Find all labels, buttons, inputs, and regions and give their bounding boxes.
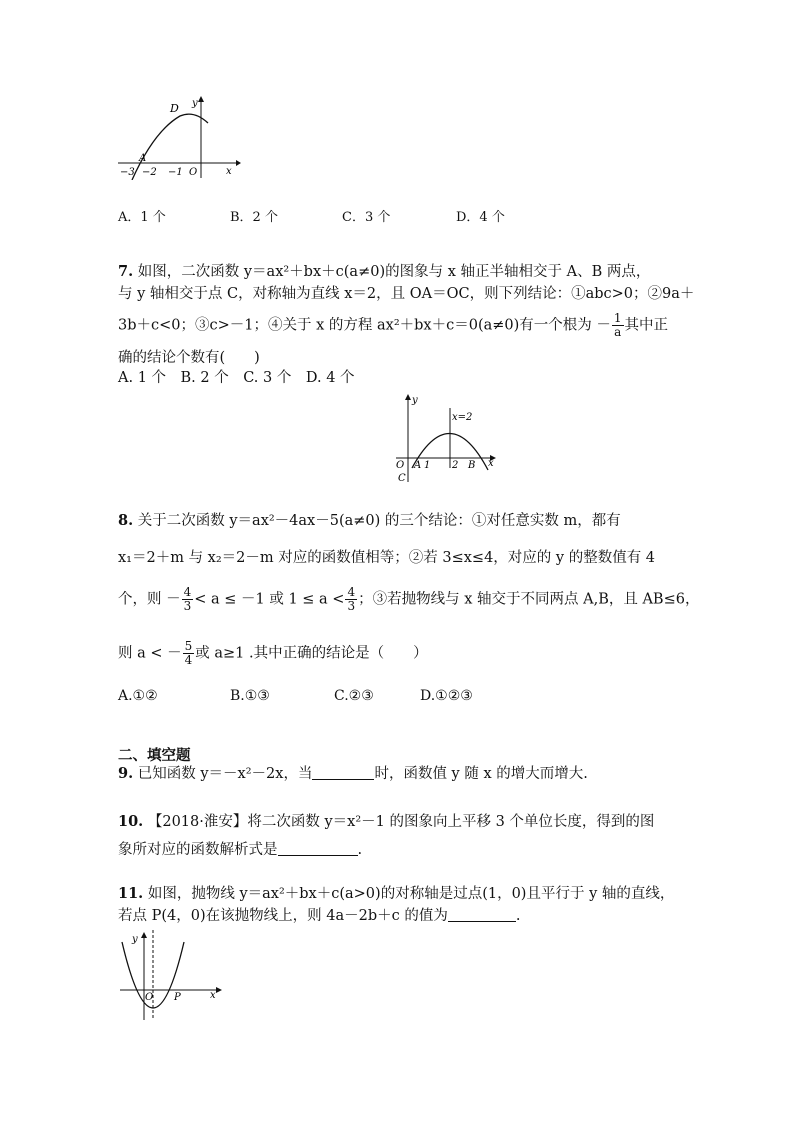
q8-option-d: D.①②③: [420, 688, 473, 704]
q11-line1: 11. 如图，抛物线 y＝ax²＋bx＋c(a>0)的对称轴是过点(1，0)且平行于 y 轴的直线，: [118, 885, 675, 902]
q8-line3: 个，则 － $\frac{4}{3}$ < a ≤ －1 或 1 ≤ a < $\frac{4}{3}$ ；③若抛物线与 x 轴交于不同两点 A,B，且 AB≤6，: [118, 585, 700, 613]
q7-options: A. 1 个 B. 2 个 C. 3 个 D. 4 个: [118, 370, 355, 386]
label-p: P: [174, 992, 181, 1003]
q11-figure: [116, 928, 226, 1022]
q6-figure: [112, 96, 242, 180]
x-axis-arrow: [236, 160, 241, 166]
fraction-4-over-3-right: $\frac{4}{3}$: [347, 585, 356, 613]
q6-option-a: A．1 个: [118, 210, 166, 225]
section-title: 二、填空题: [118, 747, 191, 764]
q8-line4: 则 a < － $\frac{5}{4}$ 或 a≥1 .其中正确的结论是（ ）: [118, 639, 428, 667]
q6-option-b: B．2 个: [230, 210, 278, 225]
tick-2: 2: [452, 460, 459, 471]
q9-line: 9. 已知函数 y＝－x²－2x，当 时，函数值 y 随 x 的增大而增大.: [118, 765, 588, 782]
q6-option-c: C．3 个: [342, 210, 391, 225]
y-axis-arrow: [141, 932, 147, 938]
label-a: A: [139, 153, 147, 164]
tick-neg2: −2: [142, 167, 157, 178]
q7-line4: 确的结论个数有( ): [118, 350, 260, 366]
q8-option-a: A.①②: [118, 688, 158, 704]
label-b: B: [468, 460, 476, 471]
label-a: A: [414, 460, 422, 471]
tick-1: 1: [424, 460, 431, 471]
q7-figure: [392, 392, 498, 484]
q11-number: 11.: [118, 885, 144, 902]
q7-line2: 与 y 轴相交于点 C，对称轴为直线 x＝2，且 OA＝OC，则下列结论：①abc>0；②9a＋: [118, 286, 695, 302]
origin-o: O: [396, 460, 405, 471]
fraction-4-over-3-left: $\frac{4}{3}$: [183, 585, 192, 613]
q8-line2: x₁＝2＋m 与 x₂＝2－m 对应的函数值相等；②若 3≤x≤4，对应的 y 的整数值有 4: [118, 550, 656, 566]
q8-number: 8.: [118, 512, 134, 529]
fraction-1-over-a: $\frac{1}{a}$: [613, 311, 622, 339]
label-symmetry: x=2: [452, 412, 473, 423]
q10-line1: 10. 【2018·淮安】将二次函数 y＝x²－1 的图象向上平移 3 个单位长度，得到的图: [118, 813, 655, 830]
y-axis-arrow: [405, 394, 411, 400]
q8-option-c: C.②③: [334, 688, 374, 704]
q9-number: 9.: [118, 765, 134, 782]
tick-neg3: −3: [120, 167, 135, 178]
q10-answer-blank[interactable]: [278, 841, 358, 856]
label-x: x: [226, 166, 232, 177]
label-y: y: [412, 395, 418, 406]
q7-line3: 3b＋c<0；③c>－1；④关于 x 的方程 ax²＋bx＋c＝0(a≠0)有一个根为 － $\frac{1}{a}$ 其中正: [118, 311, 669, 339]
label-x: x: [488, 458, 494, 469]
label-y: y: [132, 934, 138, 945]
q8-option-b: B.①③: [230, 688, 270, 704]
tick-neg1: −1: [168, 167, 183, 178]
x-axis-arrow: [216, 987, 222, 993]
y-axis-arrow: [198, 96, 204, 102]
q10-line2: 象所对应的函数解析式是 .: [118, 842, 363, 858]
q7-line1: 7. 如图，二次函数 y＝ax²＋bx＋c(a≠0)的图象与 x 轴正半轴相交于 A、B 两点，: [118, 263, 651, 280]
label-d: D: [170, 102, 179, 115]
q8-line1: 8. 关于二次函数 y＝ax²－4ax－5(a≠0) 的三个结论：①对任意实数 m，都有: [118, 512, 621, 529]
q9-answer-blank[interactable]: [312, 765, 374, 780]
label-c: C: [398, 473, 406, 484]
q7-number: 7.: [118, 263, 134, 280]
label-y: y: [192, 98, 198, 109]
q10-number: 10.: [118, 813, 144, 830]
q11-answer-blank[interactable]: [448, 907, 516, 922]
label-x: x: [210, 990, 216, 1001]
q11-line2: 若点 P(4，0)在该抛物线上，则 4a－2b＋c 的值为 .: [118, 908, 521, 924]
q6-option-d: D．4 个: [456, 210, 505, 225]
origin-o: O: [189, 167, 198, 178]
fraction-5-over-4: $\frac{5}{4}$: [184, 639, 193, 667]
origin-o: O: [145, 992, 154, 1003]
